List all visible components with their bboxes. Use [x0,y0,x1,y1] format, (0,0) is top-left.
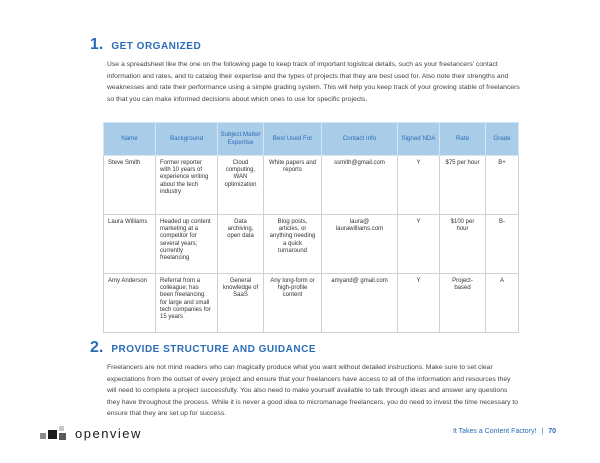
header-name: Name [104,123,156,156]
cell-background: Headed up content marketing at a competitor for several years; currently freelancing [156,215,218,274]
header-grade: Grade [486,123,519,156]
logo-squares-icon [40,424,70,442]
logo-square [59,433,66,440]
logo-wordmark: openview [75,425,142,441]
section-heading [90,339,520,357]
section-structure-guidance [90,339,520,420]
section-paragraph: Use a spreadsheet like the one on the following page to keep track of important logistical details, such as your freelancers’ contact information and rates, and to catalog their expertise and the types of projects that they are best used for. Also note their strengths and weaknesses and rate their performance using a simple grading system. This will help you keep track of your growing stable of freelancers so that you can make informed decisions about which ones to use for specific projects. [107,61,520,103]
cell-grade: A [486,274,519,333]
section-title: GET ORGANIZED [111,41,202,52]
section-number: 2. [90,339,104,356]
openview-logo [40,424,142,442]
footer-title: It Takes a Content Factory! [452,428,537,435]
logo-square [59,426,64,431]
cell-name: Steve Smith [104,156,156,215]
section-title: PROVIDE STRUCTURE AND GUIDANCE [111,344,316,355]
header-rate: Rate [440,123,486,156]
cell-rate: Project-based [440,274,486,333]
page-number: 70 [548,428,556,435]
cell-background: Referral from a colleague; has been freelancing for large and small tech companies for 15 years [156,274,218,333]
section-get-organized [90,36,520,105]
table-row [104,215,519,274]
header-best-used-for: Best Used For [264,123,322,156]
cell-name: Laura Williams [104,215,156,274]
page-footer [453,428,556,435]
header-contact-info: Contact Info [322,123,398,156]
cell-grade: B+ [486,156,519,215]
cell-expertise: Cloud computing, WAN optimization [218,156,264,215]
cell-best-used-for: Blog posts, articles, or anything needing a quick turnaround [264,215,322,274]
cell-signed-nda: Y [398,156,440,215]
header-expertise: Subject Matter Expertise [218,123,264,156]
cell-rate: $100 per hour [440,215,486,274]
table-row [104,274,519,333]
cell-rate: $75 per hour [440,156,486,215]
freelancer-table [103,122,519,333]
freelancer-table-wrap [103,122,518,333]
cell-expertise: General knowledge of SaaS [218,274,264,333]
cell-contact-info: laura@ laurawilliams.com [322,215,398,274]
cell-expertise: Data archiving, open data [218,215,264,274]
logo-square [48,430,57,439]
header-signed-nda: Signed NDA [398,123,440,156]
logo-square [40,433,46,439]
table-header-row [104,123,519,156]
cell-signed-nda: Y [398,215,440,274]
cell-contact-info: ssmith@gmail.com [322,156,398,215]
cell-best-used-for: White papers and reports [264,156,322,215]
cell-name: Amy Anderson [104,274,156,333]
cell-contact-info: amyand@ gmail.com [322,274,398,333]
cell-background: Former reporter with 10 years of experience writing about the tech industry [156,156,218,215]
section-heading [90,36,520,54]
cell-best-used-for: Any long-form or high-profile content [264,274,322,333]
header-background: Background [156,123,218,156]
footer-separator: | [541,428,544,435]
section-number: 1. [90,36,104,53]
section-paragraph: Freelancers are not mind readers who can magically produce what you want without detailed instructions. Make sure to set clear expectations from the outset of every project and ensure that your freelancers have access to all of the information and resources they will need to complete a project successfully. You also need to make yourself available to talk through ideas and answer any questions they have throughout the process. While it is never a good idea to micromanage freelancers, you do need to invest the time necessary to ensure that they are set up for success. [107,364,519,417]
cell-signed-nda: Y [398,274,440,333]
cell-grade: B- [486,215,519,274]
table-row [104,156,519,215]
